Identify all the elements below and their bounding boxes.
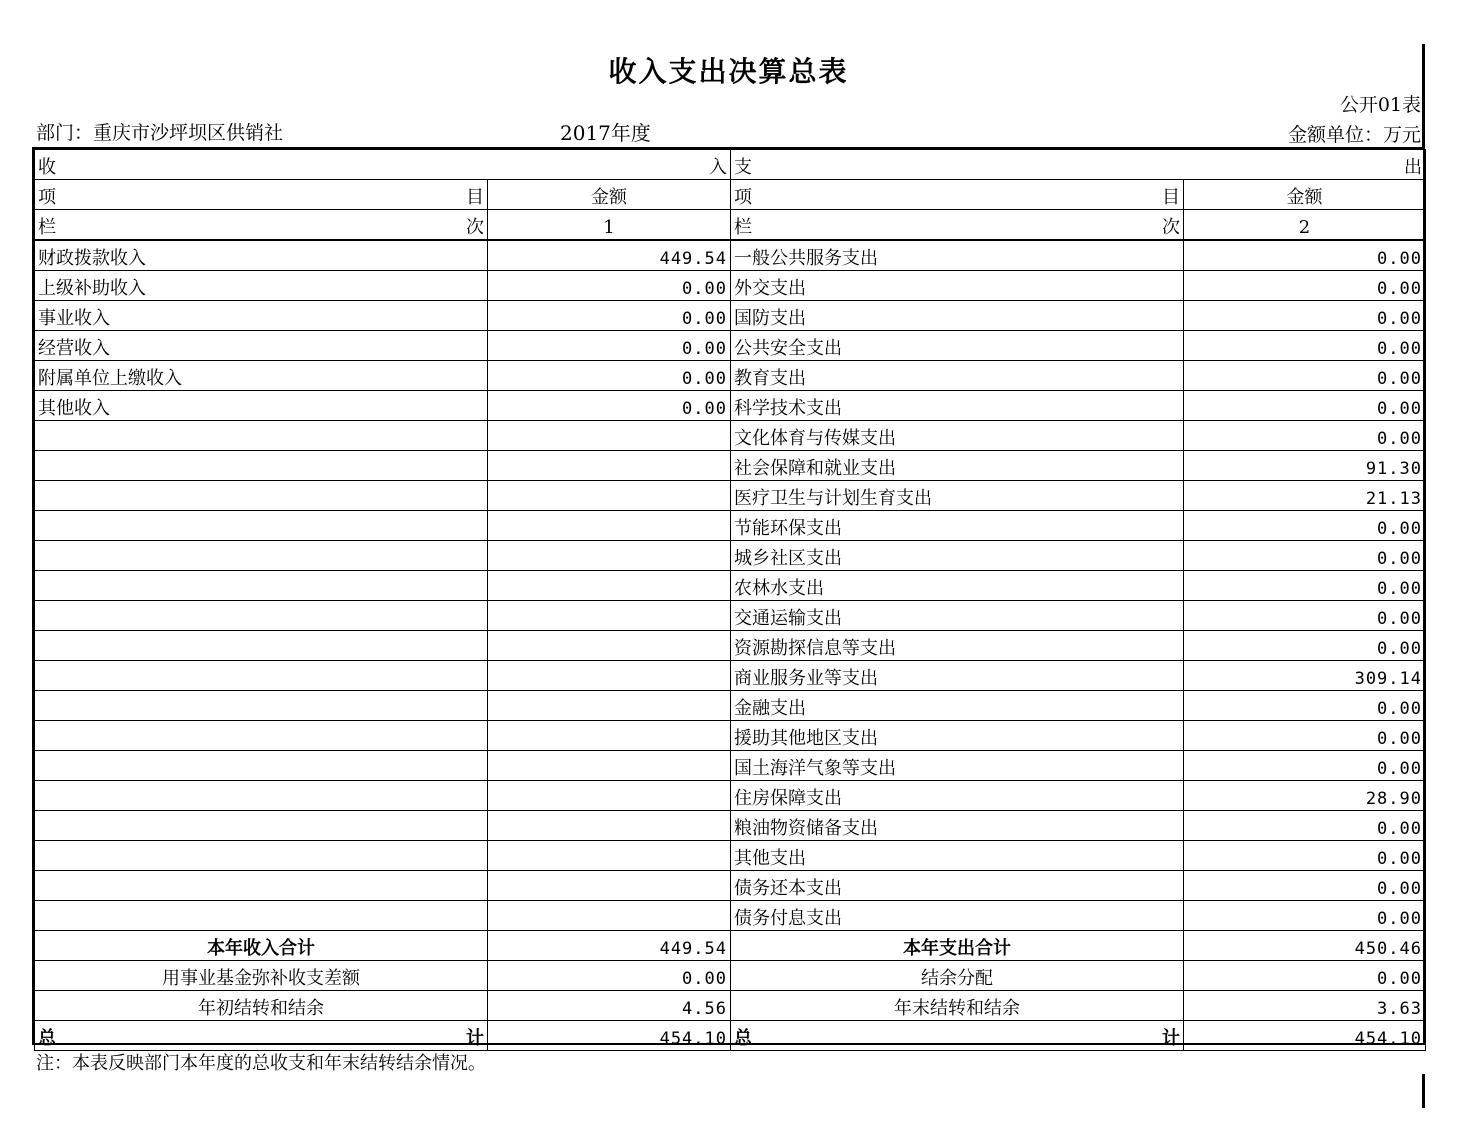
expense-item: 债务还本支出 [731,871,1184,901]
table-row [35,271,1426,301]
table-row [35,511,1426,541]
expense-total-label [731,1021,1184,1051]
income-amount: 0.00 [488,331,731,361]
expense-item: 商业服务业等支出 [731,661,1184,691]
expense-amount: 0.00 [1184,691,1426,721]
expense-amount: 0.00 [1184,871,1426,901]
form-number: 公开01表 [1339,94,1421,116]
income-amount: 449.54 [488,240,731,271]
expense-item: 社会保障和就业支出 [731,451,1184,481]
table-row [35,240,1426,271]
expense-total-amount: 454.10 [1184,1021,1426,1051]
table-row [35,751,1426,781]
income-item [35,811,488,841]
expense-item: 一般公共服务支出 [731,240,1184,271]
expense-item: 外交支出 [731,271,1184,301]
income-subtotal-amount: 449.54 [488,931,731,961]
expense-item: 科学技术支出 [731,391,1184,421]
expense-amount: 309.14 [1184,661,1426,691]
expense-item: 医疗卫生与计划生育支出 [731,481,1184,511]
table-row [35,691,1426,721]
income-amount [488,691,731,721]
income-amount [488,451,731,481]
income-amount: 0.00 [488,301,731,331]
expense-item: 粮油物资储备支出 [731,811,1184,841]
header-row-columns [35,180,1426,210]
income-item [35,661,488,691]
income-amount [488,421,731,451]
table-row [35,331,1426,361]
income-amount [488,511,731,541]
expense-item: 债务付息支出 [731,901,1184,931]
expense-adjust-amount: 0.00 [1184,961,1426,991]
expense-item-header [731,180,1184,210]
expense-amount: 0.00 [1184,361,1426,391]
table-row [35,451,1426,481]
income-adjust-label: 年初结转和结余 [35,991,488,1021]
expense-item: 住房保障支出 [731,781,1184,811]
expense-subtotal-label: 本年支出合计 [731,931,1184,961]
expense-header-left: 支 [734,157,752,178]
expense-amount: 0.00 [1184,811,1426,841]
expense-item: 节能环保支出 [731,511,1184,541]
colno-right: 次 [1162,217,1180,238]
table-row [35,601,1426,631]
income-item: 财政拨款收入 [35,240,488,271]
income-adjust-amount: 4.56 [488,991,731,1021]
income-amount: 0.00 [488,271,731,301]
expense-amount-header: 金额 [1184,180,1426,210]
income-amount [488,571,731,601]
expense-amount: 0.00 [1184,271,1426,301]
expense-item: 资源勘探信息等支出 [731,631,1184,661]
subtotal-row [35,931,1426,961]
income-item: 上级补助收入 [35,271,488,301]
income-section-header [35,150,731,180]
income-amount [488,901,731,931]
income-item [35,721,488,751]
income-item: 其他收入 [35,391,488,421]
expense-item: 城乡社区支出 [731,541,1184,571]
table-row [35,301,1426,331]
income-amount [488,601,731,631]
income-amount [488,751,731,781]
expense-amount: 0.00 [1184,751,1426,781]
income-item [35,781,488,811]
income-amount [488,481,731,511]
expense-amount: 0.00 [1184,721,1426,751]
footnote: 注：本表反映部门本年度的总收支和年末结转结余情况。 [36,1053,486,1074]
table-row [35,661,1426,691]
income-item: 经营收入 [35,331,488,361]
colno-left: 栏 [38,217,56,238]
income-item [35,451,488,481]
expense-adjust-label: 年末结转和结余 [731,991,1184,1021]
table-row [35,541,1426,571]
expense-amount: 0.00 [1184,571,1426,601]
income-header-right: 入 [709,157,727,178]
income-item [35,631,488,661]
expense-amount: 0.00 [1184,631,1426,661]
adjustment-row [35,961,1426,991]
item-header-right: 目 [466,187,484,208]
amount-unit: 金额单位：万元 [1287,124,1421,146]
expense-item: 援助其他地区支出 [731,721,1184,751]
table-row [35,571,1426,601]
income-item [35,571,488,601]
income-amount [488,871,731,901]
income-item [35,751,488,781]
expense-amount: 0.00 [1184,391,1426,421]
table-row [35,721,1426,751]
table-row [35,421,1426,451]
expense-amount: 28.90 [1184,781,1426,811]
income-item: 事业收入 [35,301,488,331]
colno-right: 次 [466,217,484,238]
expense-amount: 21.13 [1184,481,1426,511]
edge-marker [1422,44,1425,148]
expense-item: 国土海洋气象等支出 [731,751,1184,781]
income-item [35,421,488,451]
table-row [35,391,1426,421]
expense-subtotal-amount: 450.46 [1184,931,1426,961]
fiscal-year: 2017年度 [560,121,651,145]
expense-amount: 0.00 [1184,331,1426,361]
income-item-header [35,180,488,210]
table-row [35,631,1426,661]
expense-amount: 0.00 [1184,421,1426,451]
expense-amount: 0.00 [1184,541,1426,571]
expense-amount: 91.30 [1184,451,1426,481]
expense-item: 文化体育与传媒支出 [731,421,1184,451]
table-row [35,871,1426,901]
adjustment-row [35,991,1426,1021]
income-item [35,511,488,541]
total-left: 总 [38,1028,56,1049]
income-item [35,541,488,571]
expense-header-right: 出 [1404,157,1422,178]
income-item [35,691,488,721]
income-amount-header: 金额 [488,180,731,210]
edge-marker-bottom [1422,1074,1425,1108]
expense-item: 公共安全支出 [731,331,1184,361]
expense-colno: 2 [1184,210,1426,241]
income-total-amount: 454.10 [488,1021,731,1051]
income-colno: 1 [488,210,731,241]
income-amount: 0.00 [488,361,731,391]
total-right: 计 [466,1028,484,1049]
page-title: 收入支出决算总表 [608,55,849,88]
income-adjust-label: 用事业基金弥补收支差额 [35,961,488,991]
income-adjust-amount: 0.00 [488,961,731,991]
table-row [35,841,1426,871]
table-row [35,361,1426,391]
colno-left: 栏 [734,217,752,238]
income-amount [488,661,731,691]
expense-item: 金融支出 [731,691,1184,721]
expense-adjust-label: 结余分配 [731,961,1184,991]
expense-item: 交通运输支出 [731,601,1184,631]
expense-amount: 0.00 [1184,301,1426,331]
income-amount [488,781,731,811]
header-row-colno [35,210,1426,241]
income-subtotal-label: 本年收入合计 [35,931,488,961]
expense-section-header [731,150,1426,180]
expense-amount: 0.00 [1184,841,1426,871]
income-item [35,841,488,871]
income-total-label [35,1021,488,1051]
income-item [35,481,488,511]
income-amount [488,841,731,871]
department-label: 部门：重庆市沙坪坝区供销社 [36,122,284,144]
total-left: 总 [734,1028,752,1049]
expense-amount: 0.00 [1184,240,1426,271]
item-header-right: 目 [1162,187,1180,208]
income-amount [488,721,731,751]
expense-item: 其他支出 [731,841,1184,871]
income-item [35,601,488,631]
table-row [35,811,1426,841]
total-row [35,1021,1426,1051]
income-item: 附属单位上缴收入 [35,361,488,391]
total-right: 计 [1162,1028,1180,1049]
expense-item: 国防支出 [731,301,1184,331]
table-row [35,901,1426,931]
item-header-left: 项 [38,187,56,208]
income-amount [488,541,731,571]
header-row-section [35,150,1426,180]
expense-amount: 0.00 [1184,901,1426,931]
table-row [35,481,1426,511]
expense-colno-label [731,210,1184,241]
item-header-left: 项 [734,187,752,208]
expense-adjust-amount: 3.63 [1184,991,1426,1021]
expense-amount: 0.00 [1184,601,1426,631]
income-amount [488,631,731,661]
summary-table [32,147,1425,1049]
table-row [35,781,1426,811]
expense-item: 教育支出 [731,361,1184,391]
income-item [35,871,488,901]
income-colno-label [35,210,488,241]
income-item [35,901,488,931]
income-amount [488,811,731,841]
expense-item: 农林水支出 [731,571,1184,601]
income-amount: 0.00 [488,391,731,421]
expense-amount: 0.00 [1184,511,1426,541]
income-header-left: 收 [38,157,56,178]
